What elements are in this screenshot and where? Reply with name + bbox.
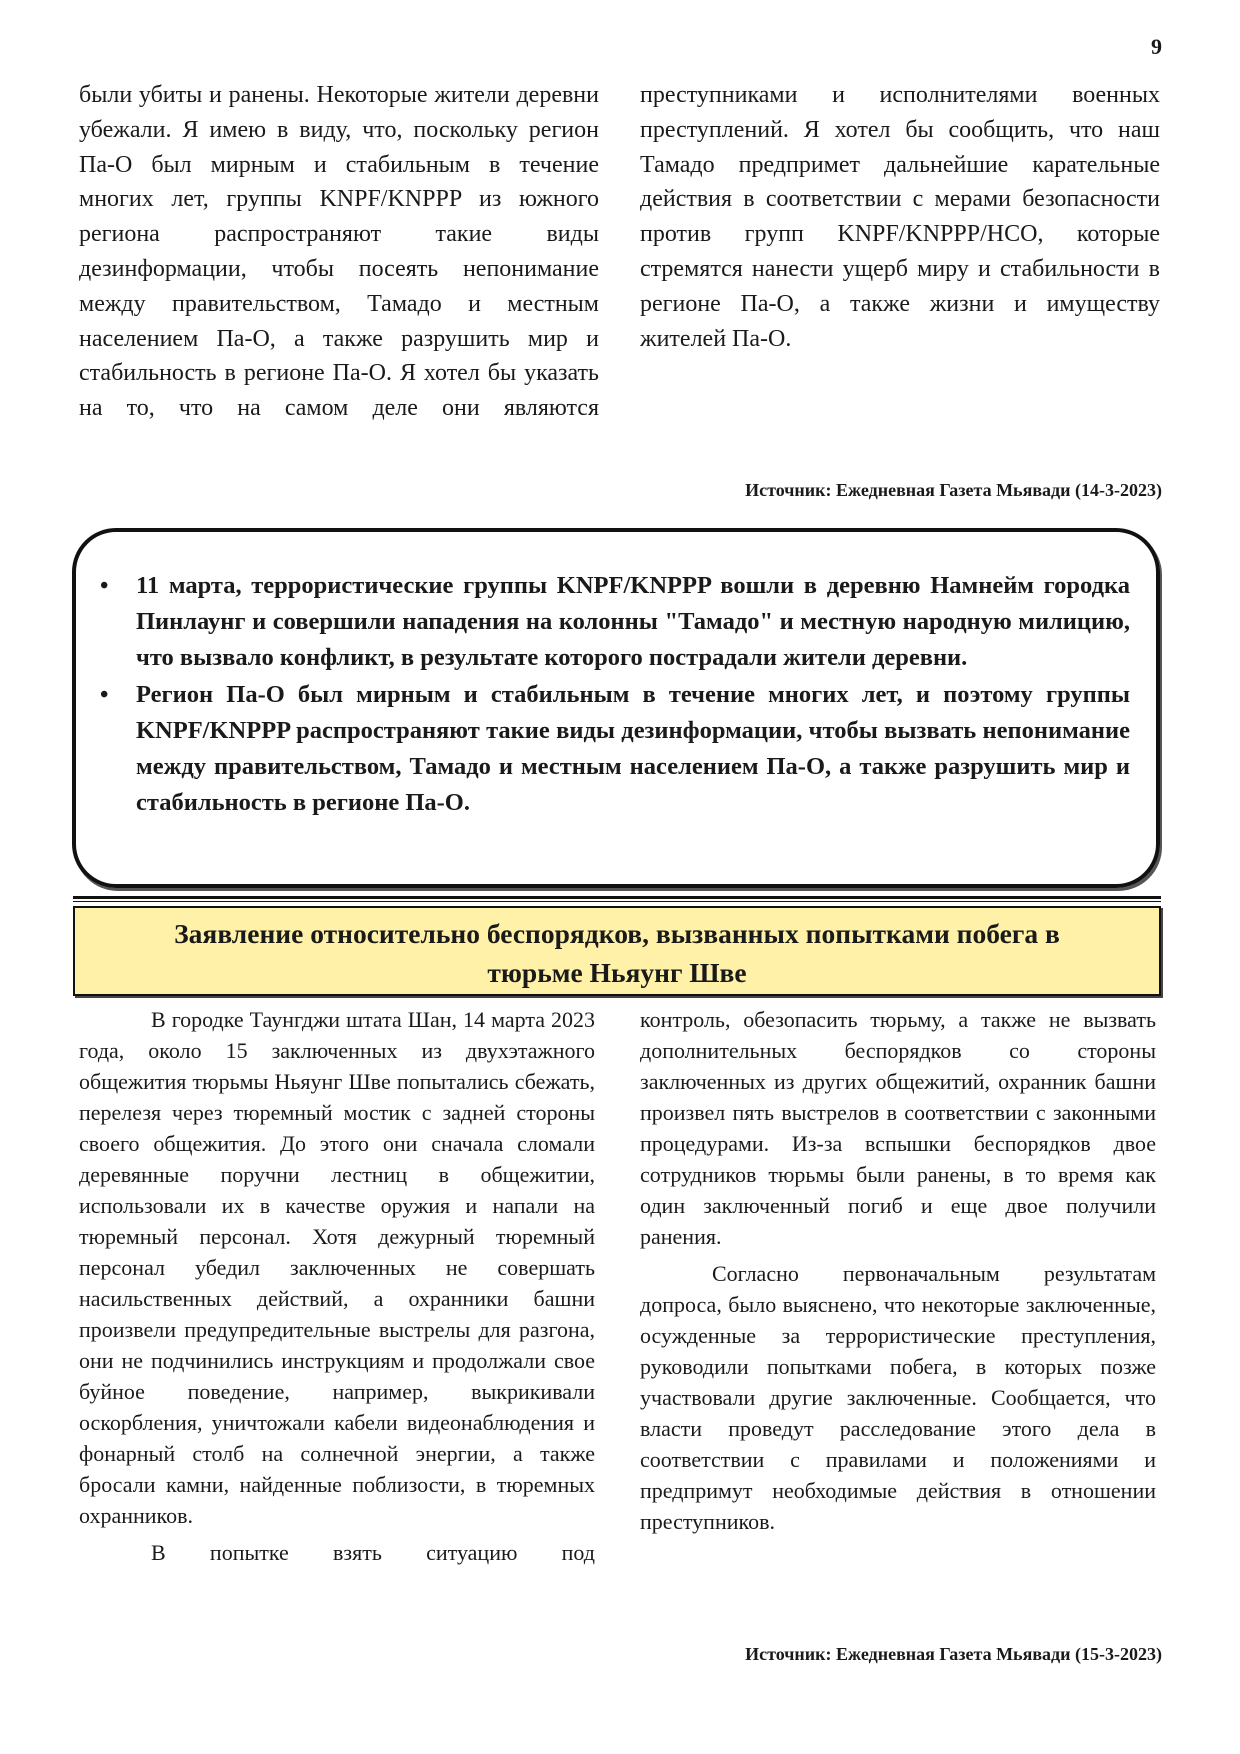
headline-line-1: Заявление относительно беспорядков, вызванных попытками побега в bbox=[174, 918, 1060, 949]
article2-left-paragraph-1: В городке Таунгджи штата Шан, 14 марта 2023 года, около 15 заключенных из двухэтажного общежития тюрьмы Ньяунг Шве попытались сбежать, перелезя через тюремный мостик с задней стороны своего общежития. До этого они сначала сломали деревянные поручни лестниц в общежитии, использовали их в качестве оружия и напали на тюремный персонал. Хотя дежурный тюремный персонал убедил заключенных не совершать насильственных действий, а охранники башни произвели предупредительные выстрелы для разгона, они не подчинились инструкциям и продолжали свое буйное поведение, например, выкрикивали оскорбления, уничтожали кабели видеонаблюдения и фонарный столб на солнечной энергии, а также бросали камни, найденные поблизости, в тюремных охранников. bbox=[79, 1007, 595, 1528]
article2-left-paragraph-2: В попытке взять ситуацию под bbox=[151, 1540, 595, 1565]
highlight-bullet-1-text: 11 марта, террористические группы KNPF/KNPPP вошли в деревню Намнейм городка Пинлаунг и совершили нападения на колонны "Тамадо" и местную народную милицию, что вызвало конфликт, в результате которого пострадали жители деревни. bbox=[136, 572, 1130, 672]
article2-right-paragraph-2: Согласно первоначальным результатам допроса, было выяснено, что некоторые заключенные, осужденные за террористические преступления, руководили попытками побега, в которых позже участвовали другие заключенные. Сообщается, что власти проведут расследование этого дела в соответствии с правилами и положениями и предпримут необходимые действия в отношении преступников. bbox=[640, 1261, 1156, 1534]
highlight-bullet-1 bbox=[100, 568, 1130, 677]
article1-left-column: были убиты и ранены. Некоторые жители деревни убежали. Я имею в виду, что, поскольку регион Па-О был мирным и стабильным в течение многих лет, группы KNPF/KNPPP из южного региона распространяют такие виды дезинформации, чтобы посеять непонимание между правительством, Тамадо и местным населением Па-О, а также разрушить мир и стабильность в регионе Па-О. Я хотел бы указать на то, что на самом деле они являются bbox=[79, 82, 599, 422]
bullet-icon: • bbox=[100, 573, 109, 599]
article1-right-column: преступниками и исполнителями военных преступлений. Я хотел бы сообщить, что наш Тамадо предпримет дальнейшие карательные действия в соответствии с мерами безопасности против групп KNPF/KNPPP/НСО, которые стремятся нанести ущерб миру и стабильности в регионе Па-О, а также жизни и имуществу жителей Па-О. bbox=[640, 82, 1160, 352]
divider-rule-thick bbox=[73, 896, 1161, 899]
bullet-icon: • bbox=[100, 681, 109, 708]
highlight-bullet-2-text: Регион Па-О был мирным и стабильным в течение многих лет, и поэтому группы KNPF/KNPPP распространяют такие виды дезинформации, чтобы вызвать непонимание между правительством, Тамадо и местным населением Па-О, а также разрушить мир и стабильность в регионе Па-О. bbox=[136, 680, 1130, 817]
article2-source: Источник: Ежедневная Газета Мьявади (15-3-2023) bbox=[745, 1644, 1162, 1664]
highlight-list bbox=[100, 568, 1130, 821]
article1-source: Источник: Ежедневная Газета Мьявади (14-3-2023) bbox=[745, 480, 1162, 500]
article2-right-paragraph-1: контроль, обезопасить тюрьму, а также не вызвать дополнительных беспорядков со стороны заключенных из других общежитий, охранник башни произвел пять выстрелов в соответствии с законными процедурами. Из-за вспышки беспорядков двое сотрудников тюрьмы были ранены, в то время как один заключенный погиб и еще двое получили ранения. bbox=[640, 1007, 1156, 1249]
headline-line-2: тюрьме Ньяунг Шве bbox=[487, 957, 747, 988]
highlight-bullet-2 bbox=[100, 677, 1130, 822]
article2-left-column bbox=[79, 1004, 595, 1568]
highlight-box bbox=[72, 528, 1160, 888]
divider-rule-thin bbox=[73, 901, 1161, 902]
article2-headline bbox=[73, 906, 1161, 996]
page-number: 9 bbox=[1151, 34, 1162, 59]
article2-right-column bbox=[640, 1004, 1156, 1537]
